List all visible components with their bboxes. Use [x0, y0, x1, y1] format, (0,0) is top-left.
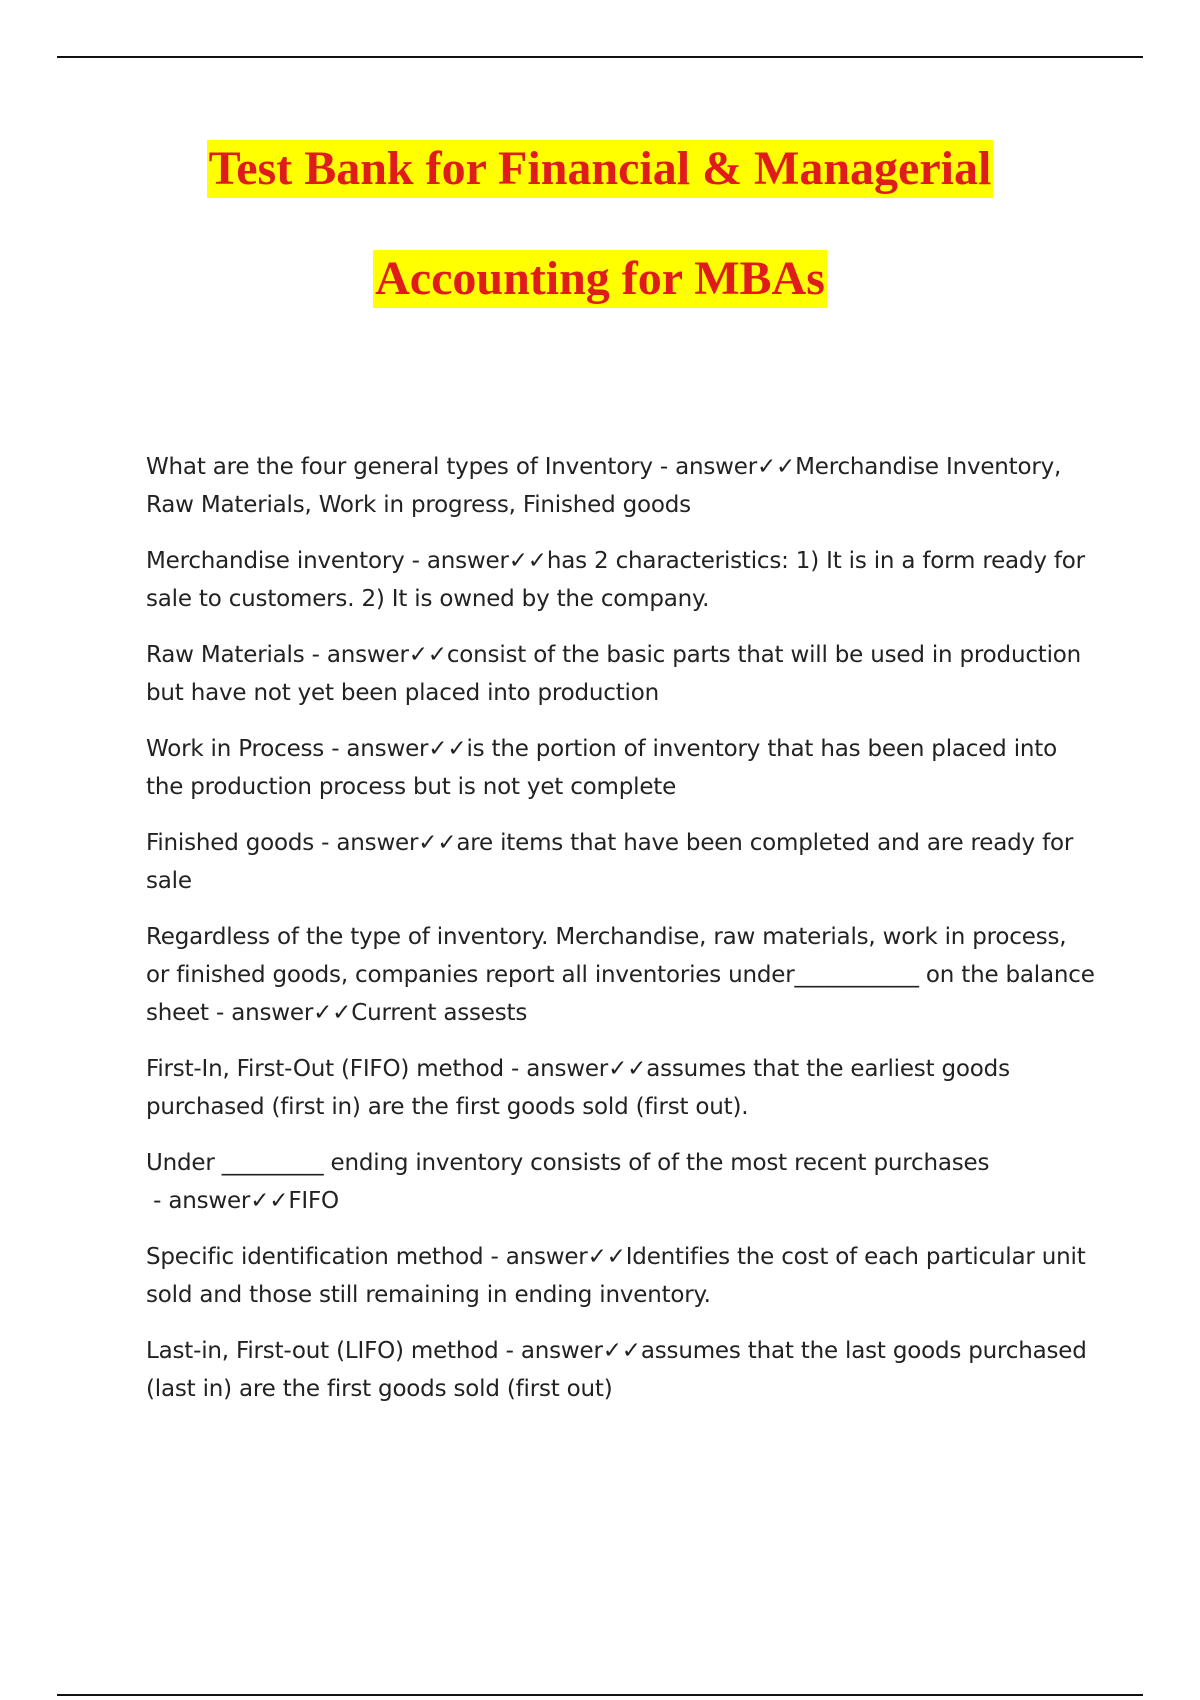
top-rule	[57, 56, 1143, 58]
qa-item	[146, 1050, 1096, 1126]
question-text: Finished goods	[146, 830, 315, 856]
answer-text: Current assests	[351, 1000, 528, 1026]
qa-item	[146, 542, 1096, 618]
qa-item	[146, 1144, 1096, 1220]
answer-marker: - answer✓✓	[146, 1188, 289, 1214]
question-text: Last-in, First-out (LIFO) method	[146, 1338, 499, 1364]
qa-list	[146, 448, 1096, 1426]
answer-text: are items that have been completed and are ready for sale	[146, 830, 1074, 894]
answer-text: assumes that the last goods purchased (last in) are the first goods sold (first out)	[146, 1338, 1087, 1402]
qa-item	[146, 448, 1096, 524]
answer-marker: - answer✓✓	[498, 1338, 641, 1364]
answer-marker: - answer✓✓	[314, 830, 457, 856]
qa-item	[146, 1332, 1096, 1408]
answer-marker: - answer✓✓	[208, 1000, 352, 1026]
question-text: Specific identification method	[146, 1244, 484, 1270]
answer-marker: - answer✓✓	[483, 1244, 626, 1270]
qa-item	[146, 730, 1096, 806]
answer-text: Merchandise Inventory, Raw Materials, Work in progress, Finished goods	[146, 454, 1062, 518]
answer-marker: - answer✓✓	[503, 1056, 647, 1082]
question-text: What are the four general types of Inventory	[146, 454, 653, 480]
answer-marker: - answer✓✓	[304, 642, 447, 668]
answer-text: Identifies the cost of each particular unit sold and those still remaining in ending inventory.	[146, 1244, 1086, 1308]
answer-text: consist of the basic parts that will be used in production but have not yet been placed into production	[146, 642, 1082, 706]
bottom-rule	[57, 1694, 1143, 1696]
qa-item	[146, 918, 1096, 1032]
question-text: First-In, First-Out (FIFO) method	[146, 1056, 504, 1082]
question-text: Raw Materials	[146, 642, 305, 668]
answer-text: FIFO	[288, 1188, 339, 1214]
answer-marker: - answer✓✓	[652, 454, 796, 480]
answer-text: is the portion of inventory that has been placed into the production process but is not yet complete	[146, 736, 1057, 800]
qa-item	[146, 636, 1096, 712]
question-text: Merchandise inventory	[146, 548, 405, 574]
answer-marker: - answer✓✓	[324, 736, 467, 762]
qa-item	[146, 824, 1096, 900]
title-line-1: Test Bank for Financial & Managerial	[207, 140, 994, 198]
answer-text: has 2 characteristics: 1) It is in a form ready for sale to customers. 2) It is owned by the company.	[146, 548, 1085, 612]
document-title	[0, 140, 1200, 308]
answer-marker: - answer✓✓	[404, 548, 547, 574]
answer-text: assumes that the earliest goods purchased (first in) are the first goods sold (first out).	[146, 1056, 1010, 1120]
question-text: Regardless of the type of inventory. Merchandise, raw materials, work in process, or finished goods, companies report all inventories under___________ on the balance sheet	[146, 924, 1095, 1026]
question-text: Work in Process	[146, 736, 325, 762]
question-text: Under _________ ending inventory consists of of the most recent purchases	[146, 1150, 990, 1176]
title-line-2: Accounting for MBAs	[373, 250, 827, 308]
qa-item	[146, 1238, 1096, 1314]
